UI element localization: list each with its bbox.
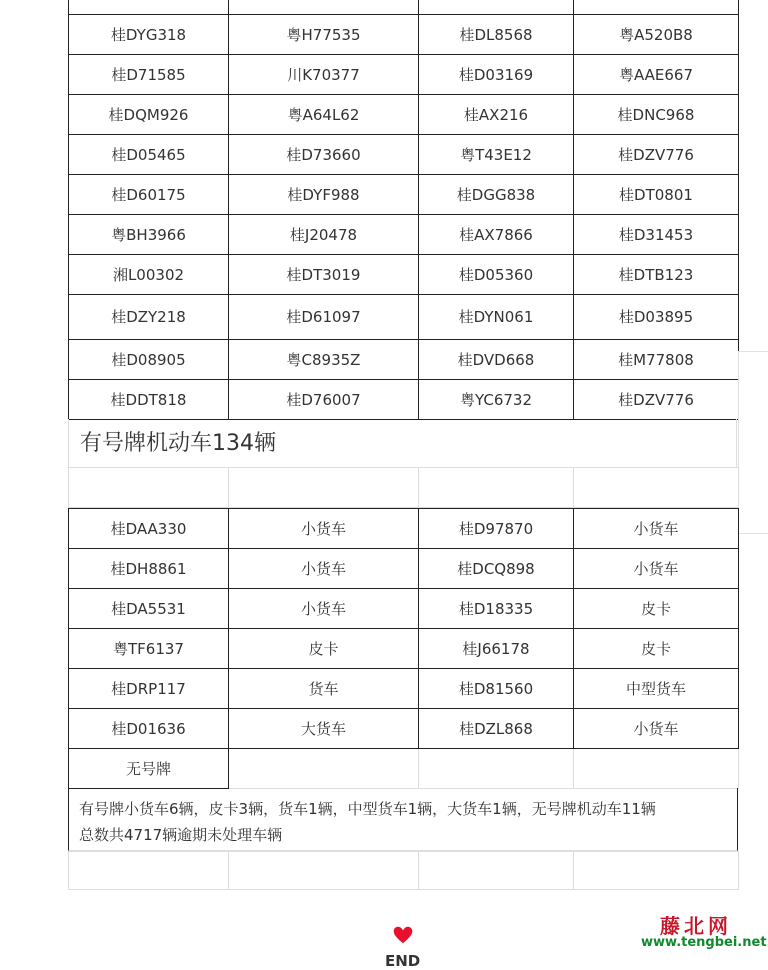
plate-cell: 桂DL8568 [419, 14, 574, 54]
plate-cell: 粤C8935Z [229, 339, 419, 379]
plate-cell: 桂M77808 [574, 339, 739, 379]
table-cell [69, 852, 229, 890]
plate-cell: 桂D97870 [419, 509, 574, 549]
plate-cell: 桂D03895 [574, 294, 739, 339]
plate-cell: 桂DH8861 [69, 549, 229, 589]
section-heading: 有号牌机动车134辆 [80, 431, 276, 456]
summary-total: 总数共4717辆逾期未处理车辆 [79, 826, 283, 844]
type-cell: 小货车 [574, 709, 739, 749]
plate-cell: 桂DYF988 [229, 174, 419, 214]
table-row [69, 749, 739, 789]
plate-table [68, 0, 739, 420]
table-row [69, 468, 739, 508]
table-row [69, 852, 739, 890]
plate-cell: 桂DGG838 [419, 174, 574, 214]
plate-cell: 桂DRP117 [69, 669, 229, 709]
blank-table [68, 851, 739, 890]
plate-cell: 桂D18335 [419, 589, 574, 629]
plate-cell: 桂D05465 [69, 134, 229, 174]
plate-cell: 湘L00302 [69, 254, 229, 294]
plate-cell: 桂DAA330 [69, 509, 229, 549]
no-plate-cell: 无号牌 [69, 749, 229, 789]
plate-cell: 桂DA5531 [69, 589, 229, 629]
table-row [69, 54, 739, 94]
plate-cell: 粤BH3966 [69, 214, 229, 254]
plate-cell: 桂D05360 [419, 254, 574, 294]
divider [738, 533, 768, 534]
plate-cell: 桂AX7866 [419, 214, 574, 254]
table-cell [574, 749, 739, 789]
plate-cell: 桂D31453 [574, 214, 739, 254]
table-cell [419, 852, 574, 890]
table-cell [229, 749, 419, 789]
table-row [69, 379, 739, 419]
type-cell: 小货车 [229, 549, 419, 589]
site-logo: 藤北网 [660, 914, 732, 938]
summary-box [68, 788, 738, 851]
table-row [69, 549, 739, 589]
plate-cell: 桂DZY218 [69, 294, 229, 339]
plate-cell: 桂D61097 [229, 294, 419, 339]
plate-cell: 川K70377 [229, 54, 419, 94]
plate-cell: 桂DZV776 [574, 134, 739, 174]
table-row [69, 509, 739, 549]
blank-table [68, 467, 739, 508]
table-row [69, 709, 739, 749]
section-heading-row [68, 419, 737, 467]
table-row [69, 214, 739, 254]
type-cell: 小货车 [574, 549, 739, 589]
plate-cell: 粤TF6137 [69, 629, 229, 669]
table-cell [419, 0, 574, 14]
type-cell: 皮卡 [574, 589, 739, 629]
type-cell: 中型货车 [574, 669, 739, 709]
table-cell [229, 852, 419, 890]
plate-cell: 桂DTB123 [574, 254, 739, 294]
table-cell [574, 0, 739, 14]
divider [738, 351, 768, 352]
type-cell: 货车 [229, 669, 419, 709]
plate-cell: 桂D81560 [419, 669, 574, 709]
plate-cell: 桂DZL868 [419, 709, 574, 749]
type-cell: 小货车 [229, 589, 419, 629]
plate-cell: 桂J20478 [229, 214, 419, 254]
table-row [69, 94, 739, 134]
table-cell [419, 468, 574, 508]
plate-cell: 桂DT3019 [229, 254, 419, 294]
plate-cell: 桂DT0801 [574, 174, 739, 214]
end-text: END [385, 952, 421, 970]
table-row [69, 629, 739, 669]
plate-cell: 桂DVD668 [419, 339, 574, 379]
plate-cell: 粤A64L62 [229, 94, 419, 134]
summary-line: 有号牌小货车6辆，皮卡3辆，货车1辆，中型货车1辆，大货车1辆，无号牌机动车11辆 [79, 800, 656, 818]
table-row [69, 589, 739, 629]
plate-cell: 桂DZV776 [574, 379, 739, 419]
plate-cell: 桂DNC968 [574, 94, 739, 134]
table-cell [69, 0, 229, 14]
table-row [69, 134, 739, 174]
plate-cell: 桂D76007 [229, 379, 419, 419]
plate-cell: 粤A520B8 [574, 14, 739, 54]
table-cell [69, 468, 229, 508]
plate-cell: 桂D01636 [69, 709, 229, 749]
table-cell [419, 749, 574, 789]
plate-cell: 桂D08905 [69, 339, 229, 379]
table-row [69, 669, 739, 709]
plate-cell: 粤T43E12 [419, 134, 574, 174]
table-row [69, 254, 739, 294]
table-row [69, 0, 739, 14]
type-cell: 皮卡 [574, 629, 739, 669]
table-row [69, 14, 739, 54]
plate-cell: 桂DYG318 [69, 14, 229, 54]
table-cell [229, 0, 419, 14]
type-cell: 小货车 [229, 509, 419, 549]
plate-cell: 桂DYN061 [419, 294, 574, 339]
plate-cell: 桂DQM926 [69, 94, 229, 134]
table-cell [574, 852, 739, 890]
plate-cell: 桂D73660 [229, 134, 419, 174]
type-cell: 皮卡 [229, 629, 419, 669]
plate-cell: 桂DDT818 [69, 379, 229, 419]
table-row [69, 339, 739, 379]
plate-cell: 粤AAE667 [574, 54, 739, 94]
heart-icon [392, 924, 414, 946]
table-cell [574, 468, 739, 508]
type-cell: 大货车 [229, 709, 419, 749]
type-cell: 小货车 [574, 509, 739, 549]
plate-cell: 桂J66178 [419, 629, 574, 669]
table-row [69, 174, 739, 214]
plate-cell: 桂D71585 [69, 54, 229, 94]
table-cell [229, 468, 419, 508]
plate-cell: 桂D03169 [419, 54, 574, 94]
plate-cell: 桂D60175 [69, 174, 229, 214]
plate-cell: 粤YC6732 [419, 379, 574, 419]
plate-cell: 桂AX216 [419, 94, 574, 134]
site-url: www.tengbei.net [641, 935, 767, 950]
plate-cell: 桂DCQ898 [419, 549, 574, 589]
vehicle-type-table [68, 508, 739, 789]
plate-cell: 粤H77535 [229, 14, 419, 54]
table-row [69, 294, 739, 339]
